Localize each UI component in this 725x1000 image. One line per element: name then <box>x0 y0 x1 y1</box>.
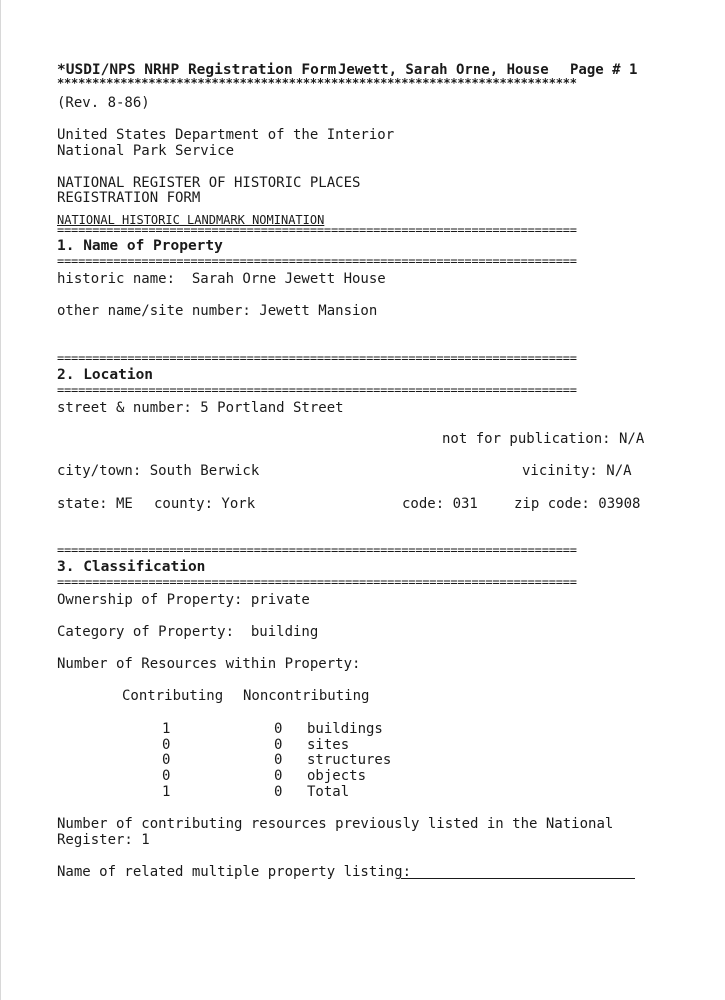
resource-type: Total <box>307 784 350 800</box>
state-code: code: 031 <box>402 496 478 512</box>
noncontributing-count: 0 <box>274 721 283 737</box>
historic-name: historic name: Sarah Orne Jewett House <box>57 271 386 287</box>
related-listing-blank <box>401 878 635 879</box>
column-contributing: Contributing <box>122 688 224 704</box>
register-line-1: NATIONAL REGISTER OF HISTORIC PLACES <box>57 175 361 191</box>
divider-rule: ========================================================================== <box>57 255 577 267</box>
register-line-2: REGISTRATION FORM <box>57 190 201 206</box>
ownership: Ownership of Property: private <box>57 592 310 608</box>
column-noncontributing: Noncontributing <box>243 688 370 704</box>
zip-code: zip code: 03908 <box>514 496 641 512</box>
register-line-3: NATIONAL HISTORIC LANDMARK NOMINATION <box>57 213 325 227</box>
contributing-count: 0 <box>162 737 171 753</box>
resource-type: buildings <box>307 721 383 737</box>
divider-rule: ========================================================================== <box>57 224 577 236</box>
page-number: Page # 1 <box>570 62 638 78</box>
category: Category of Property: building <box>57 624 319 640</box>
street-number: street & number: 5 Portland Street <box>57 400 344 416</box>
section-1-title: 1. Name of Property <box>57 238 223 254</box>
star-rule: ************************************************************************** <box>57 77 577 89</box>
contributing-count: 1 <box>162 721 171 737</box>
not-for-publication: not for publication: N/A <box>442 431 645 447</box>
agency-line-1: United States Department of the Interior <box>57 127 395 143</box>
divider-rule: ========================================================================== <box>57 384 577 396</box>
resource-type: objects <box>307 768 367 784</box>
noncontributing-count: 0 <box>274 752 283 768</box>
previously-listed-line-1: Number of contributing resources previously listed in the National <box>57 816 614 832</box>
section-2-title: 2. Location <box>57 367 154 383</box>
other-name: other name/site number: Jewett Mansion <box>57 303 378 319</box>
resource-type: sites <box>307 737 350 753</box>
contributing-count: 0 <box>162 752 171 768</box>
agency-line-2: National Park Service <box>57 143 235 159</box>
vicinity: vicinity: N/A <box>522 463 632 479</box>
revision: (Rev. 8-86) <box>57 95 150 111</box>
form-title: *USDI/NPS NRHP Registration Form <box>57 62 337 78</box>
contributing-count: 1 <box>162 784 171 800</box>
section-3-title: 3. Classification <box>57 559 206 575</box>
related-listing-label: Name of related multiple property listing: <box>57 864 412 880</box>
contributing-count: 0 <box>162 768 171 784</box>
noncontributing-count: 0 <box>274 737 283 753</box>
resource-type: structures <box>307 752 392 768</box>
resources-heading: Number of Resources within Property: <box>57 656 361 672</box>
divider-rule: ========================================================================== <box>57 576 577 588</box>
divider-rule: ========================================================================== <box>57 544 577 556</box>
divider-rule: ========================================================================== <box>57 352 577 364</box>
state: state: ME <box>57 496 133 512</box>
city-town: city/town: South Berwick <box>57 463 260 479</box>
previously-listed-line-2: Register: 1 <box>57 832 150 848</box>
county: county: York <box>154 496 256 512</box>
property-header: Jewett, Sarah Orne, House <box>338 62 549 78</box>
noncontributing-count: 0 <box>274 784 283 800</box>
noncontributing-count: 0 <box>274 768 283 784</box>
